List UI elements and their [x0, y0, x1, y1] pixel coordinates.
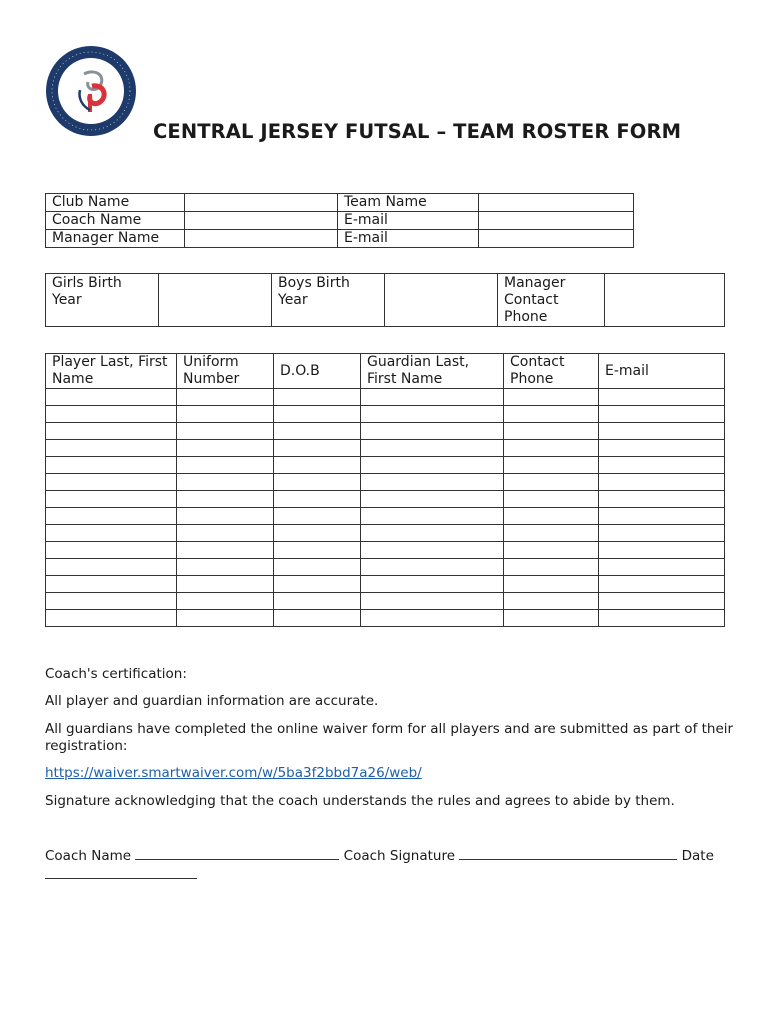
roster-cell[interactable] [46, 559, 177, 576]
coach-name-sign-label: Coach Name [45, 848, 132, 864]
roster-cell[interactable] [599, 610, 725, 627]
manager-contact-phone-label: Manager Contact Phone [498, 274, 605, 327]
table-row [46, 423, 725, 440]
roster-cell[interactable] [361, 440, 504, 457]
roster-cell[interactable] [361, 610, 504, 627]
roster-cell[interactable] [361, 593, 504, 610]
roster-cell[interactable] [177, 389, 274, 406]
manager-name-field[interactable] [185, 230, 338, 248]
col-dob: D.O.B [274, 354, 361, 389]
col-uniform-number: Uniform Number [177, 354, 274, 389]
coach-signature-field[interactable] [459, 847, 677, 860]
team-info-table [45, 193, 634, 248]
roster-cell[interactable] [177, 576, 274, 593]
girls-birth-year-field[interactable] [159, 274, 272, 327]
table-row [46, 440, 725, 457]
roster-cell[interactable] [46, 508, 177, 525]
date-label: Date [681, 848, 714, 864]
certification-statement-waiver: All guardians have completed the online waiver form for all players and are submitted as part of their registration: [45, 721, 734, 754]
roster-cell[interactable] [599, 576, 725, 593]
roster-cell[interactable] [504, 423, 599, 440]
roster-cell[interactable] [504, 406, 599, 423]
roster-cell[interactable] [46, 610, 177, 627]
table-row [46, 559, 725, 576]
roster-cell[interactable] [177, 423, 274, 440]
manager-name-label: Manager Name [46, 230, 185, 248]
roster-cell[interactable] [177, 593, 274, 610]
roster-cell[interactable] [361, 457, 504, 474]
roster-cell[interactable] [46, 576, 177, 593]
col-contact-phone: Contact Phone [504, 354, 599, 389]
boys-birth-year-field[interactable] [385, 274, 498, 327]
waiver-link[interactable]: https://waiver.smartwaiver.com/w/5ba3f2bbd7a26/web/ [45, 765, 422, 781]
roster-cell[interactable] [504, 525, 599, 542]
roster-cell[interactable] [361, 491, 504, 508]
table-row [46, 576, 725, 593]
table-row [46, 610, 725, 627]
roster-cell[interactable] [599, 474, 725, 491]
roster-cell[interactable] [274, 542, 361, 559]
roster-cell[interactable] [274, 406, 361, 423]
roster-cell[interactable] [274, 389, 361, 406]
roster-cell[interactable] [599, 525, 725, 542]
manager-email-label: E-mail [338, 230, 479, 248]
roster-cell[interactable] [46, 423, 177, 440]
roster-cell[interactable] [361, 406, 504, 423]
roster-cell[interactable] [361, 423, 504, 440]
table-row [46, 542, 725, 559]
certification-heading: Coach's certification: [45, 666, 187, 682]
team-name-label: Team Name [338, 194, 479, 212]
roster-cell[interactable] [504, 559, 599, 576]
roster-cell[interactable] [361, 542, 504, 559]
page-title: CENTRAL JERSEY FUTSAL – TEAM ROSTER FORM [153, 120, 682, 143]
roster-cell[interactable] [46, 440, 177, 457]
roster-cell[interactable] [274, 423, 361, 440]
roster-cell[interactable] [46, 491, 177, 508]
boys-birth-year-label: Boys Birth Year [272, 274, 385, 327]
central-jersey-futsal-logo [44, 44, 138, 138]
coach-name-field[interactable] [185, 212, 338, 230]
roster-cell[interactable] [46, 525, 177, 542]
club-name-label: Club Name [46, 194, 185, 212]
roster-cell[interactable] [361, 389, 504, 406]
roster-cell[interactable] [274, 491, 361, 508]
roster-cell[interactable] [599, 406, 725, 423]
roster-cell[interactable] [504, 542, 599, 559]
roster-cell[interactable] [599, 440, 725, 457]
roster-cell[interactable] [177, 559, 274, 576]
birth-year-table [45, 273, 725, 327]
table-row [46, 593, 725, 610]
roster-cell[interactable] [599, 457, 725, 474]
roster-cell[interactable] [504, 474, 599, 491]
roster-cell[interactable] [177, 542, 274, 559]
certification-statement-accuracy: All player and guardian information are accurate. [45, 693, 379, 709]
roster-cell[interactable] [274, 457, 361, 474]
roster-cell[interactable] [274, 610, 361, 627]
coach-name-label: Coach Name [46, 212, 185, 230]
roster-cell[interactable] [504, 491, 599, 508]
roster-cell[interactable] [46, 542, 177, 559]
roster-cell[interactable] [599, 508, 725, 525]
table-row [46, 406, 725, 423]
table-row [46, 389, 725, 406]
roster-cell[interactable] [599, 491, 725, 508]
col-guardian-name: Guardian Last, First Name [361, 354, 504, 389]
manager-email-field[interactable] [479, 230, 634, 248]
club-name-field[interactable] [185, 194, 338, 212]
manager-contact-phone-field[interactable] [605, 274, 725, 327]
date-field[interactable] [45, 866, 197, 879]
roster-cell[interactable] [504, 610, 599, 627]
roster-cell[interactable] [177, 440, 274, 457]
roster-cell[interactable] [274, 576, 361, 593]
roster-cell[interactable] [274, 525, 361, 542]
coach-name-sign-field[interactable] [135, 847, 339, 860]
roster-cell[interactable] [177, 474, 274, 491]
col-player-name: Player Last, First Name [46, 354, 177, 389]
roster-cell[interactable] [361, 559, 504, 576]
roster-cell[interactable] [361, 525, 504, 542]
roster-cell[interactable] [504, 593, 599, 610]
roster-cell[interactable] [361, 508, 504, 525]
roster-cell[interactable] [599, 542, 725, 559]
coach-signature-label: Coach Signature [343, 848, 456, 864]
roster-cell[interactable] [274, 559, 361, 576]
roster-cell[interactable] [599, 593, 725, 610]
table-row [46, 491, 725, 508]
player-roster-table [45, 353, 725, 627]
roster-cell[interactable] [46, 457, 177, 474]
roster-cell[interactable] [274, 593, 361, 610]
table-row [46, 457, 725, 474]
coach-email-field[interactable] [479, 212, 634, 230]
coach-email-label: E-mail [338, 212, 479, 230]
roster-cell[interactable] [361, 474, 504, 491]
roster-cell[interactable] [504, 389, 599, 406]
roster-cell[interactable] [177, 491, 274, 508]
roster-cell[interactable] [46, 474, 177, 491]
roster-cell[interactable] [177, 508, 274, 525]
roster-cell[interactable] [274, 440, 361, 457]
roster-cell[interactable] [599, 423, 725, 440]
roster-cell[interactable] [361, 576, 504, 593]
signature-line [45, 847, 735, 865]
roster-cell[interactable] [46, 593, 177, 610]
table-row [46, 508, 725, 525]
roster-cell[interactable] [504, 457, 599, 474]
roster-cell[interactable] [504, 440, 599, 457]
roster-cell[interactable] [177, 525, 274, 542]
roster-cell[interactable] [177, 610, 274, 627]
roster-cell[interactable] [504, 576, 599, 593]
table-row [46, 474, 725, 491]
roster-cell[interactable] [46, 389, 177, 406]
team-name-field[interactable] [479, 194, 634, 212]
roster-cell[interactable] [599, 559, 725, 576]
roster-cell[interactable] [177, 406, 274, 423]
table-row [46, 525, 725, 542]
acknowledgement-text: Signature acknowledging that the coach understands the rules and agrees to abide by them. [45, 793, 675, 809]
roster-cell[interactable] [274, 508, 361, 525]
roster-cell[interactable] [177, 457, 274, 474]
girls-birth-year-label: Girls Birth Year [46, 274, 159, 327]
roster-cell[interactable] [274, 474, 361, 491]
roster-cell[interactable] [599, 389, 725, 406]
roster-cell[interactable] [504, 508, 599, 525]
col-email: E-mail [599, 354, 725, 389]
roster-cell[interactable] [46, 406, 177, 423]
